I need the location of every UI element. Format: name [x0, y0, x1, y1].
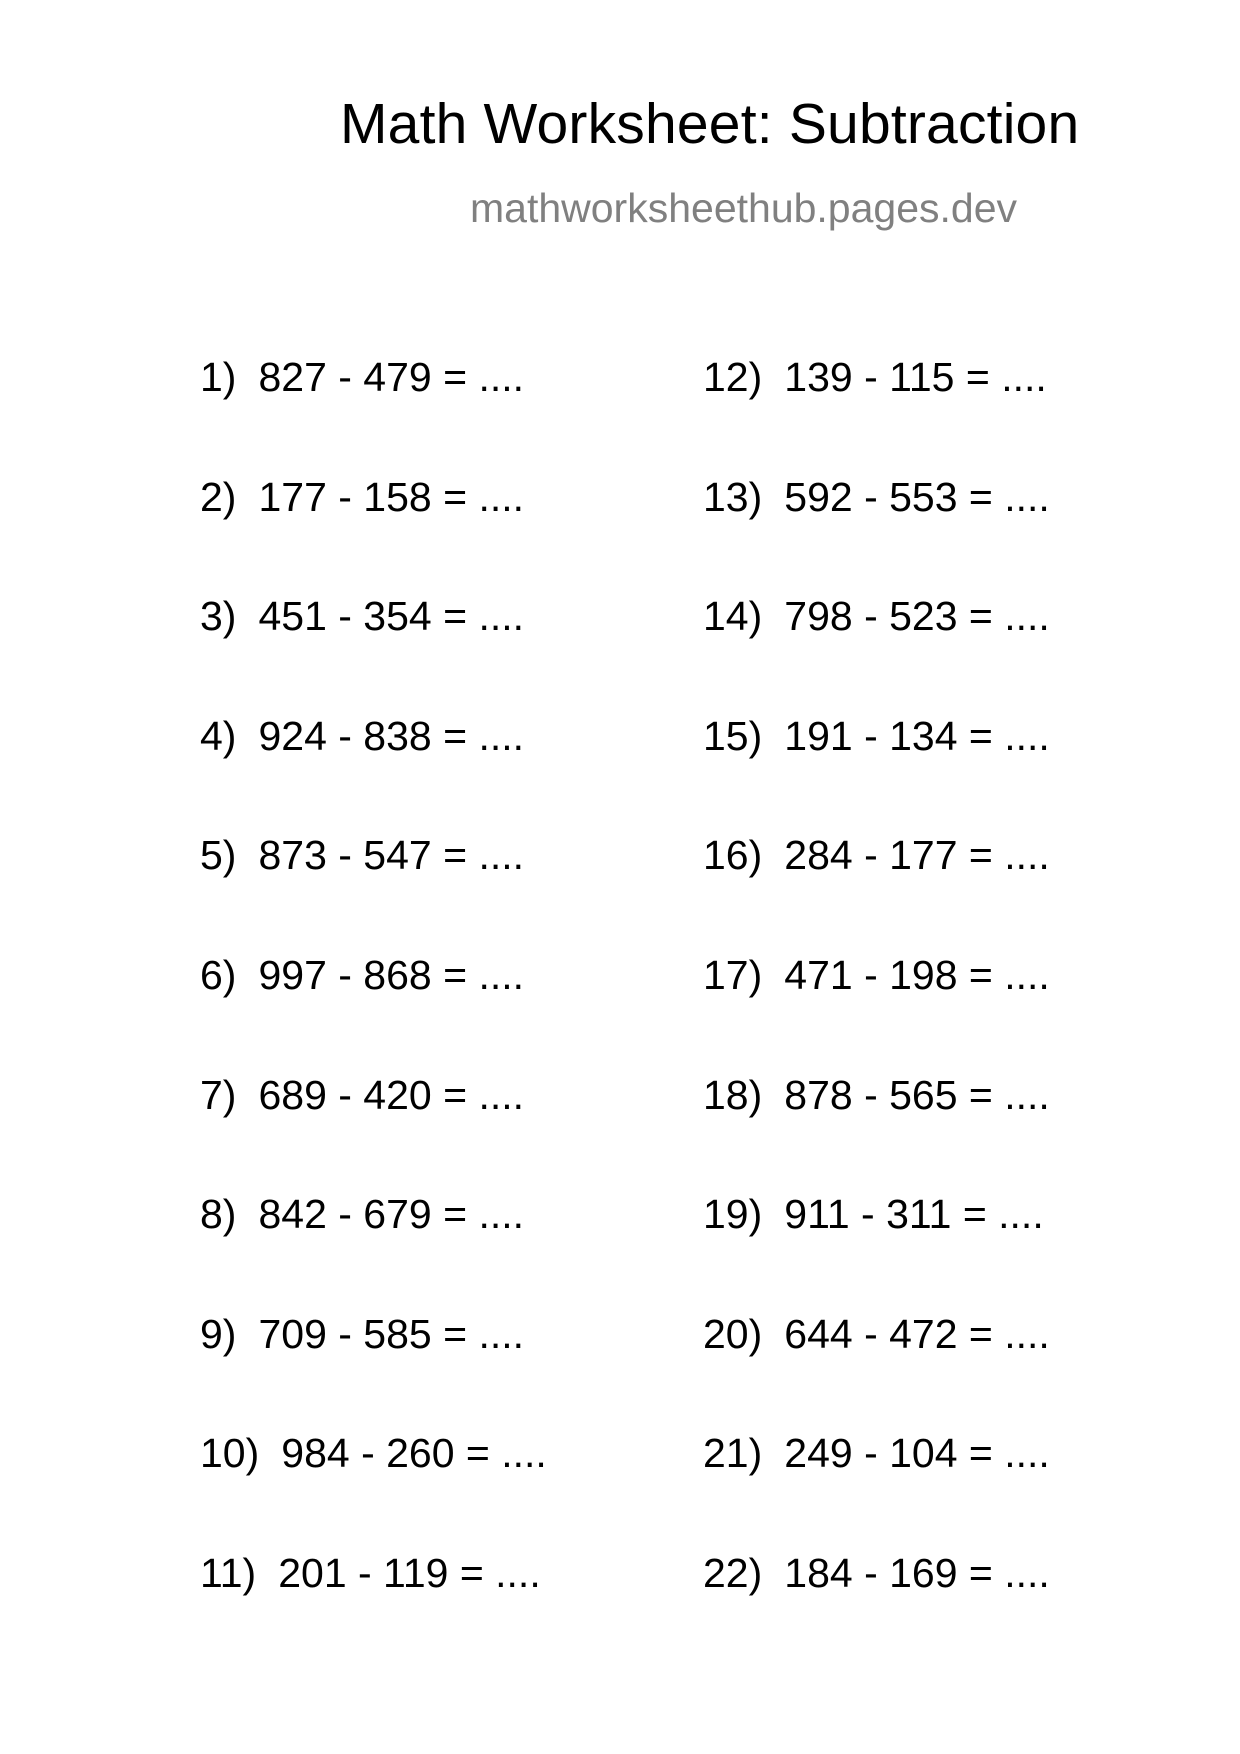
problem-number: 5): [200, 832, 237, 878]
page-subtitle: mathworksheethub.pages.dev: [470, 185, 1018, 231]
problem-number: 19): [703, 1191, 763, 1237]
problem-expression: 709 - 585 = ....: [258, 1311, 525, 1357]
problem-number: 8): [200, 1191, 237, 1237]
problem-expression: 249 - 104 = ....: [784, 1430, 1050, 1476]
problem-item: [200, 1311, 525, 1357]
problem-number: 16): [703, 832, 763, 878]
problem-expression: 997 - 868 = ....: [258, 952, 525, 998]
problem-item: [703, 593, 1050, 639]
problem-expression: 284 - 177 = ....: [784, 832, 1050, 878]
problem-expression: 842 - 679 = ....: [258, 1191, 525, 1237]
problem-item: [200, 952, 525, 998]
problem-item: [703, 1072, 1050, 1118]
problem-number: 10): [200, 1430, 260, 1476]
problem-item: [703, 1311, 1050, 1357]
problem-item: [200, 474, 525, 520]
problem-number: 14): [703, 593, 763, 639]
problem-item: [703, 474, 1050, 520]
problem-number: 22): [703, 1550, 763, 1596]
problem-number: 20): [703, 1311, 763, 1357]
problem-number: 6): [200, 952, 237, 998]
problem-expression: 911 - 311 = ....: [784, 1191, 1044, 1237]
problem-item: [200, 593, 525, 639]
problem-number: 17): [703, 952, 763, 998]
problem-number: 7): [200, 1072, 237, 1118]
problem-item: [200, 832, 525, 878]
problem-number: 12): [703, 354, 763, 400]
problem-number: 2): [200, 474, 237, 520]
problem-number: 18): [703, 1072, 763, 1118]
problem-item: [703, 1430, 1050, 1476]
problem-expression: 177 - 158 = ....: [258, 474, 525, 520]
problem-expression: 191 - 134 = ....: [784, 713, 1050, 759]
problem-expression: 689 - 420 = ....: [258, 1072, 525, 1118]
problem-item: [200, 1191, 525, 1237]
problem-number: 13): [703, 474, 763, 520]
problem-expression: 451 - 354 = ....: [258, 593, 525, 639]
problem-expression: 644 - 472 = ....: [784, 1311, 1050, 1357]
problem-item: [703, 832, 1050, 878]
problem-expression: 878 - 565 = ....: [784, 1072, 1050, 1118]
problem-item: [703, 354, 1047, 400]
page-title: Math Worksheet: Subtraction: [340, 92, 1080, 156]
problem-number: 15): [703, 713, 763, 759]
problem-item: [200, 1550, 541, 1596]
problem-expression: 798 - 523 = ....: [784, 593, 1050, 639]
problem-item: [703, 1550, 1050, 1596]
problem-expression: 201 - 119 = ....: [278, 1550, 541, 1596]
problem-number: 4): [200, 713, 237, 759]
problem-number: 9): [200, 1311, 237, 1357]
problem-item: [703, 713, 1050, 759]
problem-number: 21): [703, 1430, 763, 1476]
problem-expression: 184 - 169 = ....: [784, 1550, 1050, 1596]
problem-item: [200, 354, 525, 400]
problem-item: [703, 952, 1050, 998]
problem-expression: 139 - 115 = ....: [784, 354, 1047, 400]
problem-expression: 827 - 479 = ....: [258, 354, 525, 400]
problem-number: 3): [200, 593, 237, 639]
problem-expression: 984 - 260 = ....: [281, 1430, 547, 1476]
problem-item: [200, 713, 525, 759]
problem-item: [200, 1430, 547, 1476]
problem-item: [703, 1191, 1044, 1237]
problem-expression: 924 - 838 = ....: [258, 713, 525, 759]
problem-expression: 873 - 547 = ....: [258, 832, 525, 878]
problem-item: [200, 1072, 525, 1118]
problem-number: 11): [200, 1550, 257, 1596]
problem-expression: 592 - 553 = ....: [784, 474, 1050, 520]
problem-expression: 471 - 198 = ....: [784, 952, 1050, 998]
problem-number: 1): [200, 354, 237, 400]
